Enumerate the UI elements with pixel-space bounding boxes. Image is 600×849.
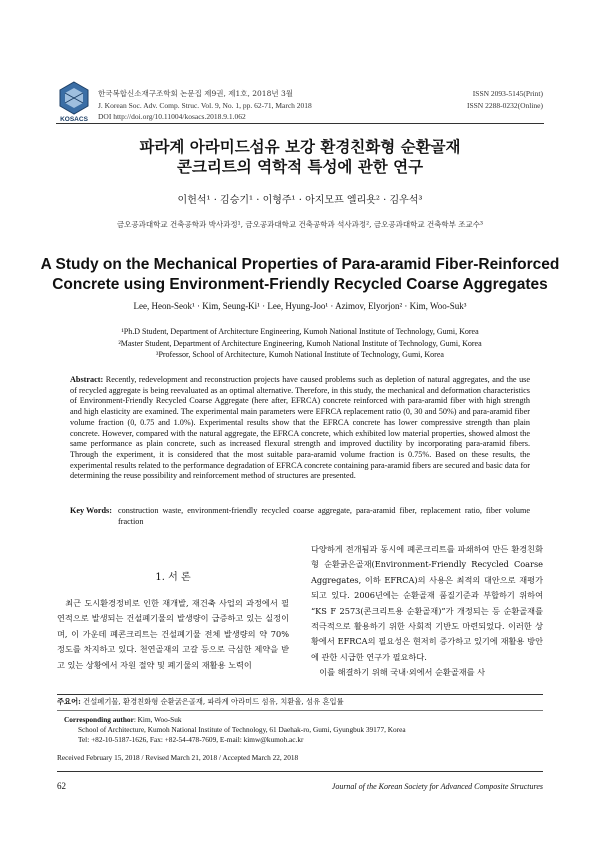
journal-citation-kr: 한국복합신소재구조학회 논문집 제9권, 제1호, 2018년 3월 <box>98 89 293 98</box>
abstract-text: Recently, redevelopment and reconstruction projects have caused problems such as depletion of natural aggregates, and the use of recycled aggregate is being reevaluated as an optimal alternative. Therefore, in this study, the mechanical and deformation characteristics of Environment-Friendly Recycled Coarse Aggregate (here after, EFRCA) concrete reinforced with para-aramid fiber with high strength and high elasticity are examined. The experimental main parameters were EFRCA replacement ratio (0, 30 and 50%) and para-aramid fiber volume fraction (0, 0.75 and 1.0%). Experimental results show that the EFRCA concrete has lower compressive strength than plain concrete. However, compared with the natural aggregate, the EFRCA concrete, which exhibited low material properties, showed almost the same performance as plain concrete, such as increased flexural strength and improved ductility by incorporating para-aramid fibers. Through the experiment, it is considered that the most suitable para-aramid volume fraction is 0.75%. Based on these results, the experimental results related to the performance degradation of EFRCA concrete containing para-aramid fibers are secured and basic data for determining the reuse possibility and reinforcement method of structures are presented. <box>70 375 530 481</box>
corresponding-author-contact: Tel: +82-10-5187-1626, Fax: +82-54-478-7609, E-mail: kimw@kumoh.ac.kr <box>78 735 304 744</box>
issn-block <box>467 88 543 111</box>
issn-print: ISSN 2093-5145(Print) <box>472 89 543 98</box>
english-authors: Lee, Heon-Seok¹ · Kim, Seung-Ki¹ · Lee, Hyung-Joo¹ · Azimov, Elyorjon² · Kim, Woo-Suk³ <box>133 301 467 311</box>
keywords-text: construction waste, environment-friendly recycled coarse aggregate, para-aramid fiber, replacement ratio, fiber volume fraction <box>118 506 530 526</box>
korean-title <box>0 137 600 177</box>
affiliation-3: ³Professor, School of Architecture, Kumoh National Institute of Technology, Gumi, Korea <box>156 350 444 360</box>
journal-citation-en: J. Korean Soc. Adv. Comp. Struc. Vol. 9, No. 1, pp. 62-71, March 2018 <box>98 100 312 110</box>
paragraph: 이를 해결하기 위해 국내·외에서 순환골재를 사 <box>319 667 486 678</box>
issn-online: ISSN 2288-0232(Online) <box>466 100 543 110</box>
affiliation-1: ¹Ph.D Student, Department of Architecture Engineering, Kumoh National Institute of Technology, Gumi, Korea <box>121 327 479 336</box>
corresponding-author-address: School of Architecture, Kumoh National Institute of Technology, 61 Daehak-ro, Gumi, Gyungbuk 39177, Korea <box>78 725 406 734</box>
english-title-line2: Concrete using Environment-Friendly Recycled Coarse Aggregates <box>52 276 548 293</box>
section-heading: 1. 서 론 <box>155 572 191 583</box>
keywords-label: Key Words: <box>70 506 112 515</box>
abstract-label: Abstract: <box>70 375 104 384</box>
doi-link[interactable]: DOI http://doi.org/10.11004/kosacs.2018.9.1.062 <box>98 112 246 121</box>
korean-title-line1: 파라계 아라미드섬유 보강 환경친화형 순환골재 <box>139 137 461 156</box>
journal-logo <box>56 80 92 122</box>
body-column-left <box>57 596 289 673</box>
korean-keywords-text: 건설폐기물, 환경친화형 순환굵은골재, 파라계 아라미드 섬유, 치환율, 섬유 혼입률 <box>83 697 344 706</box>
footer-divider <box>57 771 543 772</box>
logo-text: KOSACS <box>60 116 88 122</box>
english-affiliations <box>0 326 600 361</box>
journal-citation <box>98 88 312 123</box>
korean-title-line2: 콘크리트의 역학적 특성에 관한 연구 <box>176 157 424 176</box>
corresponding-author-label: Corresponding author <box>64 715 134 724</box>
affiliation-2: ²Master Student, Department of Architecture Engineering, Kumoh National Institute of Technology, Gumi, Korea <box>118 338 482 348</box>
page-number: 62 <box>57 781 66 791</box>
body-column-right <box>311 542 543 681</box>
received-dates: Received February 15, 2018 / Revised March 21, 2018 / Accepted March 22, 2018 <box>57 753 299 762</box>
korean-keywords <box>57 697 543 707</box>
header-divider <box>56 123 544 124</box>
abstract <box>70 375 530 482</box>
journal-footer: Journal of the Korean Society for Advanced Composite Structures <box>331 782 543 791</box>
corresponding-author-name: : Kim, Woo-Suk <box>133 715 182 724</box>
corresponding-author <box>64 715 543 745</box>
footnote-divider <box>57 694 543 695</box>
korean-keywords-label: 주요어: <box>57 697 81 706</box>
english-title <box>30 255 570 295</box>
paragraph: 다양하게 전개됨과 동시에 폐콘크리트를 파쇄하여 만든 환경친화형 순환굵은골재(Environment-Friendly Recycled Coarse Aggregates, 이하 EFRCA)의 사용은 최적의 대안으로 재평가되고 있다. 2006년에는 순환골재 품질기준과 부합하기 위하여 “KS F 2573(콘크리트용 순환골재)”가 개정되는 등 순환골재를 적극적으로 활용하기 위한 사회적 기반도 마련되었다. 이러한 상황에서 EFRCA의 필요성은 현저히 증가하고 있기에 재활용 방안에 관한 시급한 연구가 필요하다. <box>311 544 543 662</box>
english-title-line1: A Study on the Mechanical Properties of Para-aramid Fiber-Reinforced <box>40 256 560 273</box>
paragraph: 최근 도시환경정비로 인한 재개발, 재건축 사업의 과정에서 필연적으로 발생되는 건설폐기물의 발생량이 급증하고 있는 실정이며, 이 가운데 폐콘크리트는 건설폐기물 전체 발생량의 약 70% 정도를 차지하고 있다. 천연골재의 고갈 등으로 극심한 제약을 받고 있는 상황에서 자원 절약 및 폐기물의 재활용 노력이 <box>57 598 289 670</box>
korean-affiliations: 금오공과대학교 건축공학과 박사과정¹, 금오공과대학교 건축공학과 석사과정², 금오공과대학교 건축학부 조교수³ <box>116 220 484 229</box>
footnote-divider <box>57 710 543 711</box>
korean-authors: 이헌석¹ · 김승기¹ · 이형주¹ · 아지모프 엘리욧² · 김우석³ <box>177 195 423 206</box>
